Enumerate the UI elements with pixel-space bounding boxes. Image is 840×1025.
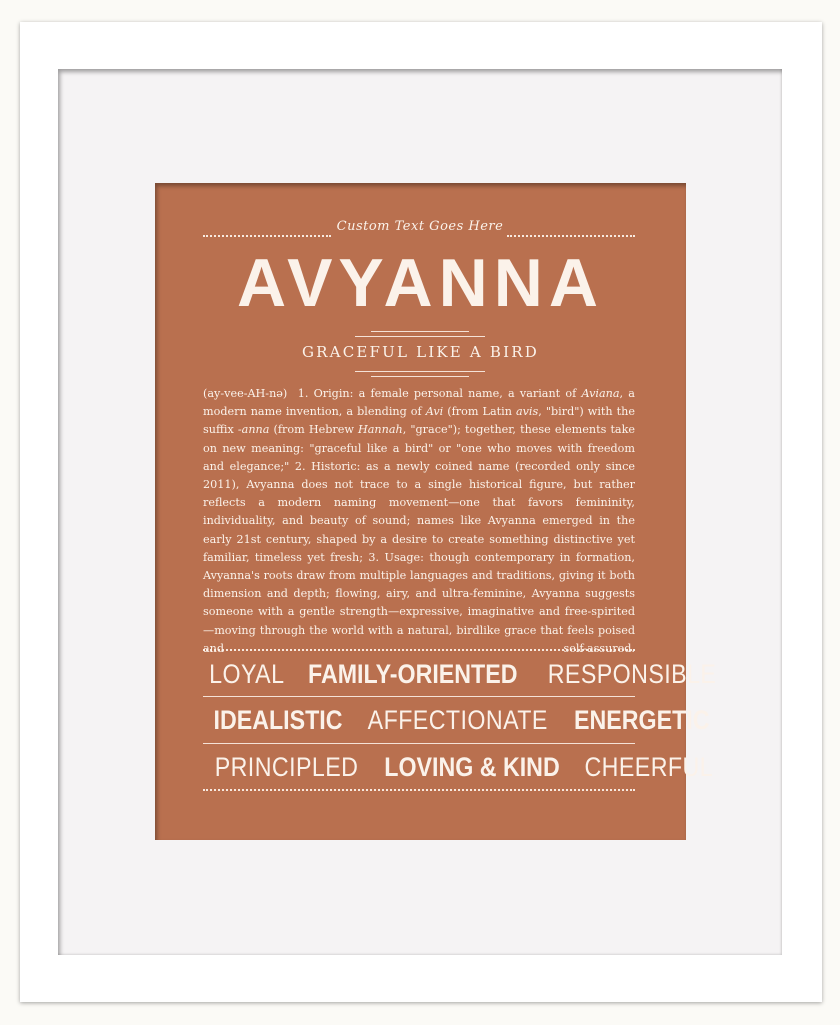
definition-text: 1. Origin: a female personal name, a variant of [297,387,582,400]
definition-text: , a modern name invention, a blending of [203,387,635,419]
trait: AFFECTIONATE [367,704,548,735]
trait-divider-2 [203,743,635,744]
trait-row-2 [203,701,710,739]
mat-board [58,69,782,955]
definition-italic: -anna [237,423,270,437]
trait-row-3 [203,748,714,786]
name-print [155,183,717,840]
trait: IDEALISTIC [213,704,343,735]
trait: LOVING & KIND [384,751,560,782]
trait: LOYAL [209,658,285,689]
trait: PRINCIPLED [214,751,359,782]
dotted-rule-right [507,235,635,237]
dotted-rule-traits-top [203,649,635,651]
rule-above-meaning-2 [355,336,485,337]
trait: FAMILY-ORIENTED [307,658,518,689]
definition-text: (from Hebrew [269,423,358,437]
name-definition [203,385,635,658]
definition-italic: avis [515,405,539,419]
definition-italic: Hannah [358,423,403,437]
definition-italic: Avi [425,405,444,419]
trait-divider-1 [203,696,635,697]
definition-text: , "bird") with the suffix [203,405,635,437]
rule-above-meaning-1 [371,331,469,332]
pronunciation: (ay-vee-AH-nə) [203,387,288,400]
trait: RESPONSIBLE [547,658,717,689]
trait-row-1 [203,655,717,693]
definition-text: , "grace"); together, these elements take on new meaning: "graceful like a bird" or "one who moves with freedom and elegance;" 2. Historic: as a newly coined name (recorded only since 2011), Avyanna does not trace to a single historical figure, but rather reflects a modern naming movement—one that favors femininity, individuality, and beauty of sound; names like Avyanna emerged in the early 21st century, shaped by a desire to create something distinctive yet familiar, timeless yet fresh; 3. Usage: though contemporary in formation, Avyanna's roots draw from multiple languages and traditions, giving it both dimension and depth; flowing, airy, and ultra-feminine, Avyanna suggests someone with a gentle strength—expressive, imaginative and free-spirited—moving through the world with a natural, birdlike grace that feels poised and self-assured. [203,423,636,655]
trait: CHEERFUL [584,751,714,782]
dotted-rule-left [203,235,331,237]
name-meaning: GRACEFUL LIKE A BIRD [302,343,539,361]
definition-text: (from Latin [443,405,516,419]
picture-frame [20,22,822,1002]
name-title: AVYANNA [237,245,604,321]
trait: ENERGETIC [573,704,710,735]
custom-text: Custom Text Goes Here [336,219,504,234]
rule-below-meaning-1 [355,371,485,372]
rule-below-meaning-2 [371,376,469,377]
definition-italic: Aviana [581,387,620,400]
dotted-rule-traits-bottom [203,789,635,791]
